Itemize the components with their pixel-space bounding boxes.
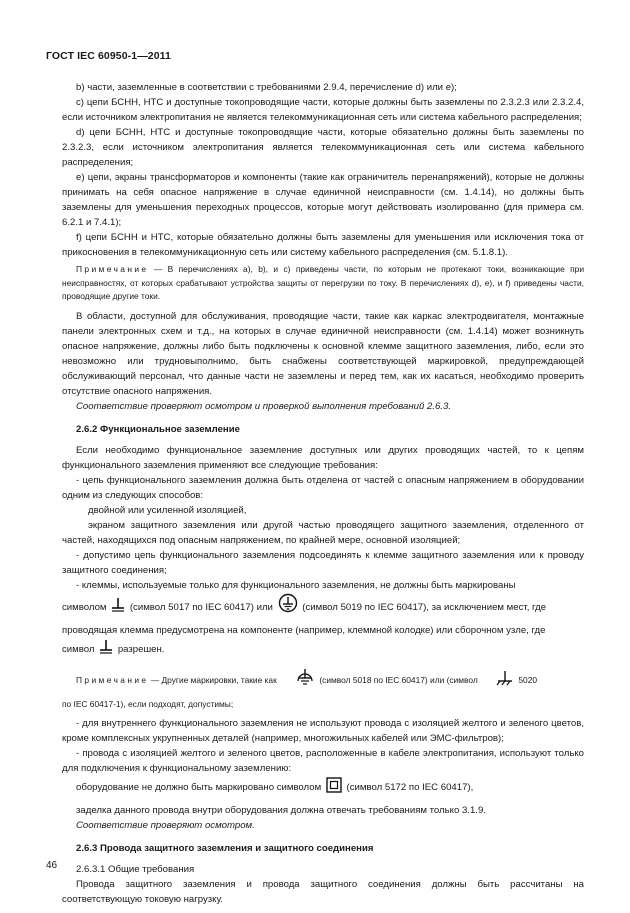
- note-2-cont: по IEC 60417-1), если подходят, допустимы;: [62, 698, 234, 709]
- class-ii-double-square-icon: [326, 777, 342, 803]
- note-1-label: Примечание: [76, 264, 149, 274]
- page-header: ГОСТ IEC 60950-1—2011: [46, 50, 171, 62]
- requirement-5a-pre: оборудование не должно быть маркировано символом: [76, 782, 322, 793]
- item-b: b) части, заземленные в соответствии с требованиями 2.9.4, перечисление d) или е);: [76, 82, 457, 93]
- frame-chassis-icon: [482, 670, 514, 695]
- section-262-intro: Если необходимо функциональное заземление доступных или других проводящих частей, то к цепям функционального заземления применяют все следующие требования:: [62, 444, 584, 471]
- item-d: d) цепи БСНН, НТС и доступные токопроводящие части, которые обязательно должны быть заземлены по 2.3.2.3, если источником электропитания является телекоммуникационная сеть или система кабельного распределения;: [62, 127, 584, 168]
- note-1: [62, 263, 584, 304]
- section-2631-text: Провода защитного заземления и провода защитного соединения должны быть рассчитаны на соответствующую токовую нагрузку.: [62, 879, 584, 905]
- requirement-5b: заделка данного провода внутри оборудования должна отвечать требованиям только 3.1.9.: [76, 805, 486, 816]
- note-2: [62, 668, 584, 695]
- requirement-1b-text: экраном защитного заземления или другой частью проводящего защитного заземления, отделенного от частей, находящихся под опасным напряжением, по крайней мере, основной изоляцией;: [62, 519, 584, 546]
- note-2-a: — Другие маркировки, такие как: [148, 674, 277, 685]
- item-f: f) цепи БСНН и НТС, которые обязательно должны быть заземлены для уменьшения или исключения тока от прикосновения в телекоммуникационную сеть или систему кабельного распределения (см. 5.1.8.1).: [62, 232, 584, 258]
- note-2-c: 5020: [518, 674, 538, 685]
- requirement-3: - клеммы, используемые только для функционального заземления, не должны быть маркированы: [76, 579, 516, 591]
- requirement-4: - для внутреннего функционального заземления не используют провода с изоляцией желтого и зеленого цветов, кроме комплексных укрупненных деталей (например, многожильных кабелей или ЭМС-фильтров);: [62, 718, 584, 744]
- protective-earth-icon: [278, 593, 298, 623]
- requirement-3-symbols: [62, 593, 584, 623]
- note-2-b: (символ 5018 по IEC 60417) или (символ: [319, 674, 478, 685]
- symbol-word-2: символ: [62, 643, 95, 655]
- functional-earth-icon: [111, 597, 125, 623]
- requirement-1: - цепь функционального заземления должна быть отделена от частей с опасным напряжением в оборудовании одним из следующих способов:: [62, 474, 584, 501]
- symbol-word: символом: [62, 601, 107, 613]
- document-body: [62, 80, 584, 907]
- item-e: е) цепи, экраны трансформаторов и компоненты (такие как ограничитель перенапряжений), которые не должны принимать на себя опасное напряжение в случае единичной неисправности (см. 1.4.14), но должны быть заземлены для уменьшения переходных процессов, которые могут действовать изолированно (для примера см. 6.2.1 и 7.4.1);: [62, 172, 584, 228]
- symbol-5017-text: (символ 5017 по IEC 60417) или: [129, 601, 273, 613]
- service-area-paragraph: В области, доступной для обслуживания, проводящие части, такие как каркас электродвигателя, монтажные панели электронных схем и т.д., на которых в случае единичной неисправности (см. 1.4.14) может возникнуть опасное напряжение, должны либо быть подключены к основной клемме защитного заземления, либо, если это невозможно или трудновыполнимо, быть снабжены соответствующей маркировкой, предупреждающей обслуживающий персонал, что данные части не заземлены и перед тем, как их касаться, необходимо проверить отсутствие опасного напряжения.: [62, 310, 584, 397]
- permitted-text: разрешен.: [117, 643, 165, 655]
- requirement-5: - провода с изоляцией желтого и зеленого цветов, расположенные в кабеле электропитания, используют только для подключения к функциональному заземлению:: [62, 748, 584, 774]
- note-1-text: — В перечислениях а), b), и с) приведены части, по которым не протекают токи, возникающие при неисправностях, от которых срабатывают устройства защиты от перегрузки по току. В перечислениях d), е), и f) приведены части, проводящие другие токи.: [62, 264, 584, 301]
- section-2631-title: 2.6.3.1 Общие требования: [76, 864, 195, 875]
- requirement-2: - допустимо цепь функционального заземления подсоединять к клемме защитного заземления или к проводу защитного соединения;: [62, 549, 584, 576]
- compliance-check-1: Соответствие проверяют осмотром и проверкой выполнения требований 2.6.3.: [76, 400, 452, 412]
- requirement-5a-post: (символ 5172 по IEC 60417),: [346, 782, 474, 793]
- section-262-title: 2.6.2 Функциональное заземление: [76, 423, 240, 435]
- note-2-label: Примечание: [76, 674, 149, 685]
- noiseless-earth-icon: [281, 668, 315, 695]
- requirement-1a: двойной или усиленной изоляцией,: [88, 504, 247, 516]
- requirement-1b: [62, 518, 584, 548]
- functional-earth-icon: [99, 639, 113, 665]
- symbol-5019-text: (символ 5019 по IEC 60417), за исключением мест, где: [302, 601, 547, 613]
- compliance-check-2: Соответствие проверяют осмотром.: [76, 820, 255, 831]
- item-c: с) цепи БСНН, НТС и доступные токопроводящие части, которые должны быть заземлены по 2.3.2.3 или 2.3.2.4, если источником электропитания не является телекоммуникационная сеть или система кабельного распределения;: [62, 97, 584, 123]
- page-number: 46: [46, 860, 58, 871]
- requirement-3-continued: проводящая клемма предусмотрена на компоненте (например, клеммной колодке) или сборочном узле, где: [62, 624, 546, 636]
- requirement-3-end: [62, 638, 584, 665]
- section-263-title: 2.6.3 Провода защитного заземления и защитного соединения: [76, 843, 374, 854]
- requirement-5a: [62, 776, 584, 803]
